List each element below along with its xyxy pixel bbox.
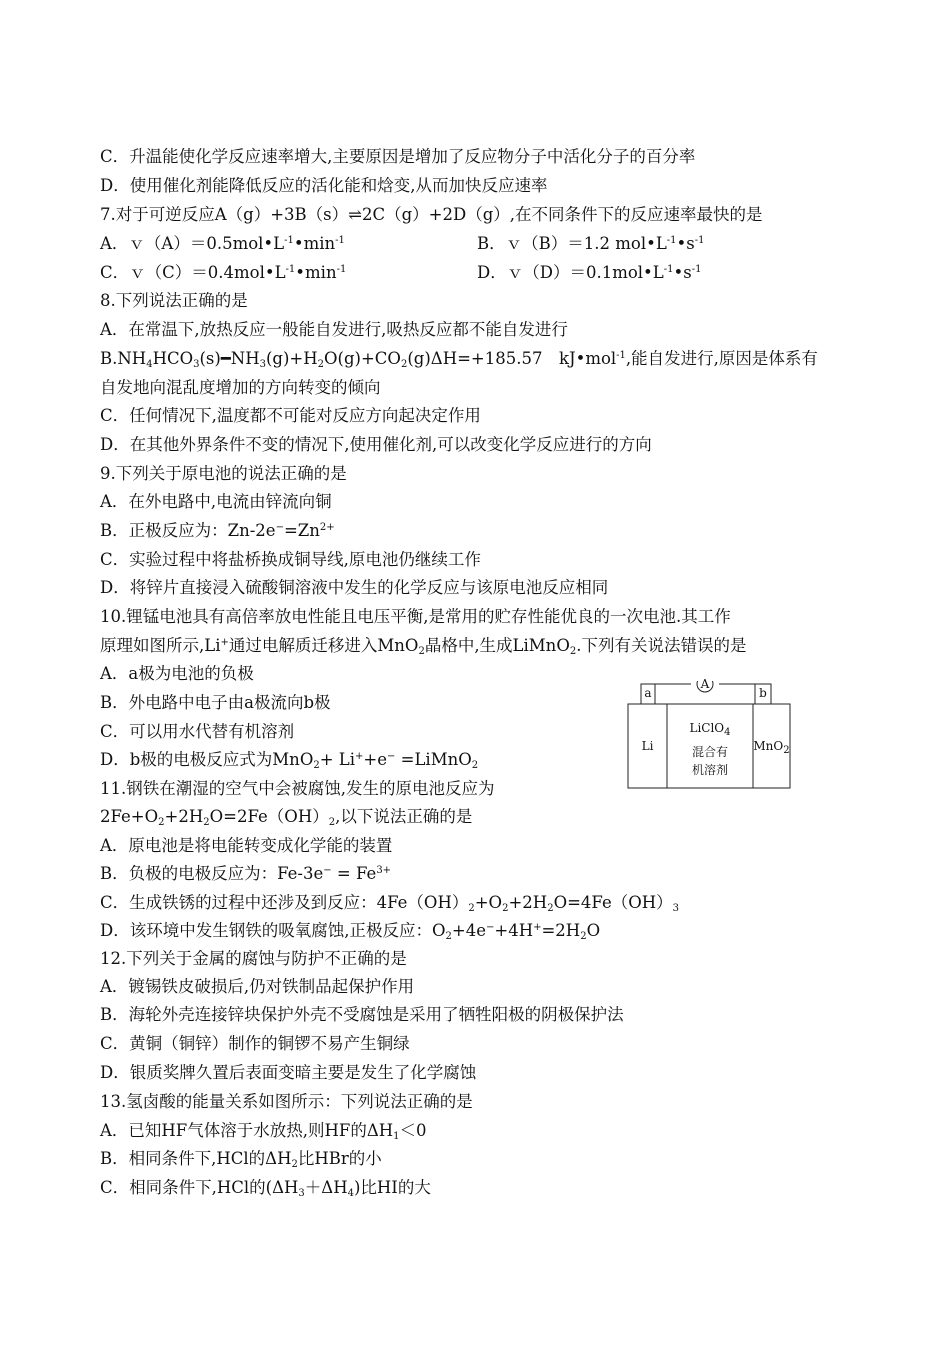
- q12-option-c: C．黄铜（铜锌）制作的铜锣不易产生铜绿: [100, 1034, 410, 1053]
- mno2-electrode-label: MnO$_2$: [753, 739, 790, 756]
- q10-stem-line2: 原理如图所示,Li+通过电解质迁移进入MnO$_2$晶格中,生成LiMnO$_2$.下列有关说法错误的是: [100, 636, 747, 657]
- q10-option-c: C．可以用水代替有机溶剂: [100, 722, 295, 741]
- q10-option-d: D．b极的电极反应式为MnO$_2$+ Li++e− =LiMnO$_2$: [100, 750, 479, 771]
- electrolyte-label-3: 机溶剂: [691, 763, 728, 777]
- q11-option-c: C．生成铁锈的过程中还涉及到反应：$4Fe(OH)_2+O_2+2H_2O=4Fe(OH)_3$: [100, 893, 680, 914]
- q9-stem: 9.下列关于原电池的说法正确的是: [100, 464, 347, 483]
- q8-option-c: C．任何情况下,温度都不可能对反应方向起决定作用: [100, 406, 481, 425]
- q8-option-d: D．在其他外界条件不变的情况下,使用催化剂,可以改变化学反应进行的方向: [100, 435, 652, 454]
- q11-option-a: A．原电池是将电能转变成化学能的装置: [100, 836, 393, 855]
- q6-option-c: C．升温能使化学反应速率增大,主要原因是增加了反应物分子中活化分子的百分率: [100, 147, 696, 166]
- q11-option-b: B．负极的电极反应为：$Fe-3e^- = Fe^{3+}$: [100, 864, 392, 883]
- q7-option-c: C．$v(C)=0.4mol•L^{-1}•\min^{-1}$: [100, 263, 347, 282]
- q8-option-b-continued: 自发地向混乱度增加的方向转变的倾向: [100, 378, 381, 397]
- q10-stem-line1: 10.锂锰电池具有高倍率放电性能且电压平衡,是常用的贮存性能优良的一次电池.其工作: [100, 607, 731, 626]
- q10-option-b: B．外电路中电子由a极流向b极: [100, 693, 331, 712]
- battery-diagram: [625, 677, 793, 791]
- q10-option-a: A．a极为电池的负极: [100, 664, 254, 683]
- ammeter-label: A: [700, 677, 710, 691]
- q7-option-d: D．$v(D)=0.1mol•L^{-1}•s^{-1}$: [477, 263, 702, 282]
- equilibrium-arrow-icon: ⇌: [348, 205, 362, 224]
- q7-option-a: A．$v(A)=0.5mol•L^{-1}•\min^{-1}$: [100, 234, 345, 253]
- q7-stem: 7.对于可逆反应A（g）+3B（s）⇌2C（g）+2D（g）,在不同条件下的反应速率最快的是: [100, 205, 763, 224]
- q13-option-c: C．相同条件下,HCl的$(\Delta H_3+\Delta H_4)$比HI的大: [100, 1178, 431, 1199]
- q12-option-a: A．镀锡铁皮破损后,仍对铁制品起保护作用: [100, 977, 415, 996]
- q12-stem: 12.下列关于金属的腐蚀与防护不正确的是: [100, 949, 407, 968]
- q13-option-a: A．已知HF气体溶于水放热,则HF的$\Delta H_1<0$: [100, 1121, 427, 1142]
- q12-option-d: D．银质奖牌久置后表面变暗主要是发生了化学腐蚀: [100, 1063, 477, 1082]
- electrolyte-label-2: 混合有: [691, 745, 728, 759]
- q11-stem-line2: $2Fe+O_2+2H_2O=2Fe(OH)_2$,以下说法正确的是: [100, 807, 473, 828]
- lithium-electrode-label: Li: [641, 739, 654, 753]
- q13-option-b: B．相同条件下,HCl的$\Delta H_2$比HBr的小: [100, 1149, 382, 1170]
- q11-stem-line1: 11.钢铁在潮湿的空气中会被腐蚀,发生的原电池反应为: [100, 779, 495, 798]
- q9-option-d: D．将锌片直接浸入硫酸铜溶液中发生的化学反应与该原电池反应相同: [100, 578, 609, 597]
- q8-stem: 8.下列说法正确的是: [100, 291, 248, 310]
- q12-option-b: B．海轮外壳连接锌块保护外壳不受腐蚀是采用了牺牲阳极的阴极保护法: [100, 1005, 624, 1024]
- q11-option-d: D．该环境中发生钢铁的吸氧腐蚀,正极反应：$O_2+4e^-+4H^+=2H_2O$: [100, 921, 601, 942]
- electrode-b-label: b: [759, 686, 767, 700]
- q9-option-a: A．在外电路中,电流由锌流向铜: [100, 492, 332, 511]
- q9-option-c: C．实验过程中将盐桥换成铜导线,原电池仍继续工作: [100, 550, 481, 569]
- q6-option-d: D．使用催化剂能降低反应的活化能和焓变,从而加快反应速率: [100, 176, 548, 195]
- q13-stem: 13.氢卤酸的能量关系如图所示：下列说法正确的是: [100, 1092, 473, 1111]
- q9-option-b: B．正极反应为：$Zn-2e^-=Zn^{2+}$: [100, 521, 335, 540]
- electrode-a-label: a: [644, 686, 652, 700]
- q8-option-a: A．在常温下,放热反应一般能自发进行,吸热反应都不能自发进行: [100, 320, 568, 339]
- q7-option-b: B．ｖ（B）＝1.2 $mol•L^{-1}•s^{-1}$: [477, 234, 705, 253]
- electrolyte-label: LiClO$_4$: [689, 721, 731, 738]
- q8-option-b: $B.NH_4HCO_3(s)━NH_3(g)+H_2O(g)+CO_2(g)\Delta H=+185.57$ kJ•mol$^{-1}$,能自发进行,原因是体系有: [100, 349, 818, 370]
